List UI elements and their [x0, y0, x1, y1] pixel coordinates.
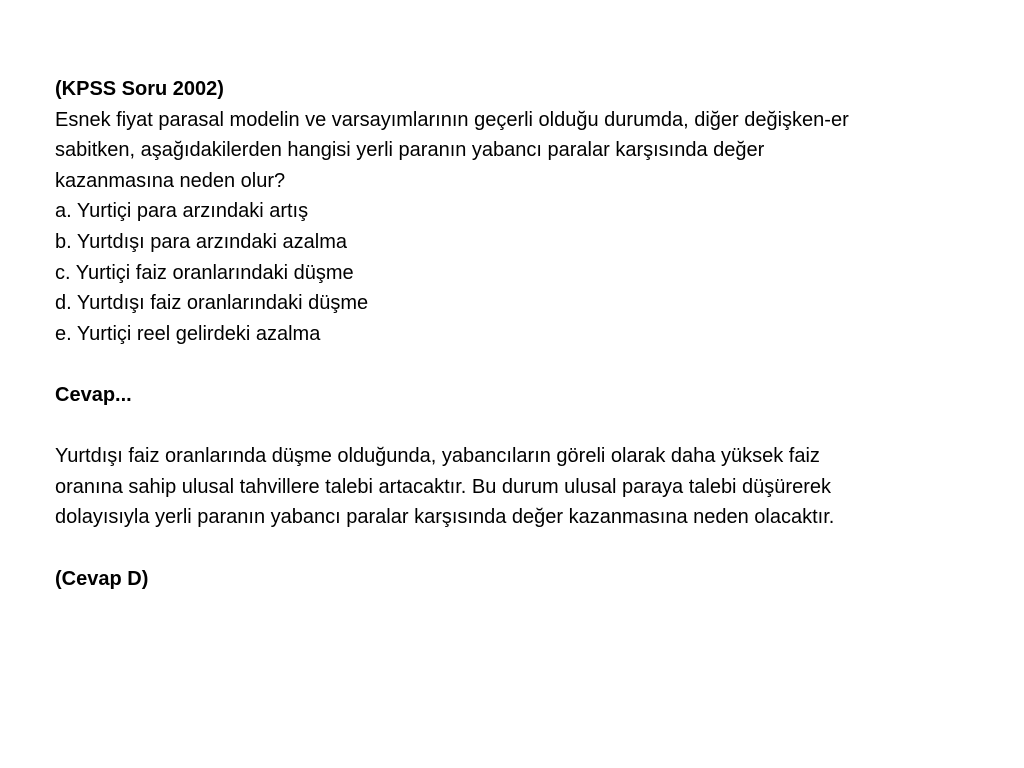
- question-stem-line: kazanmasına neden olur?: [55, 169, 286, 192]
- answer-explanation: [55, 441, 995, 533]
- explanation-line: oranına sahip ulusal tahvillere talebi artacaktır. Bu durum ulusal paraya talebi düşürerek: [55, 475, 831, 498]
- option-a: a. Yurtiçi para arzındaki artış: [55, 200, 309, 223]
- spacer: [55, 533, 995, 564]
- option-d: d. Yurtdışı faiz oranlarındaki düşme: [55, 292, 369, 315]
- option-e: e. Yurtiçi reel gelirdeki azalma: [55, 322, 321, 345]
- question-stem-line: Esnek fiyat parasal modelin ve varsayımlarının geçerli olduğu durumda, diğer değişken-er: [55, 108, 849, 131]
- explanation-line: dolayısıyla yerli paranın yabancı paralar karşısında değer kazanmasına neden olacaktır.: [55, 506, 835, 529]
- question-stem-line: sabitken, aşağıdakilerden hangisi yerli paranın yabancı paralar karşısında değer: [55, 139, 765, 162]
- question-stem: [55, 105, 995, 197]
- answer-heading: Cevap...: [55, 383, 132, 406]
- option-c: c. Yurtiçi faiz oranlarındaki düşme: [55, 261, 354, 284]
- question-title: (KPSS Soru 2002): [55, 78, 224, 100]
- options-list: [55, 196, 995, 349]
- answer-result: (Cevap D): [55, 567, 149, 590]
- slide-content: [55, 74, 995, 594]
- explanation-line: Yurtdışı faiz oranlarında düşme olduğunda, yabancıların göreli olarak daha yüksek faiz: [55, 445, 820, 468]
- spacer: [55, 349, 995, 380]
- spacer: [55, 411, 995, 442]
- option-b: b. Yurtdışı para arzındaki azalma: [55, 230, 348, 253]
